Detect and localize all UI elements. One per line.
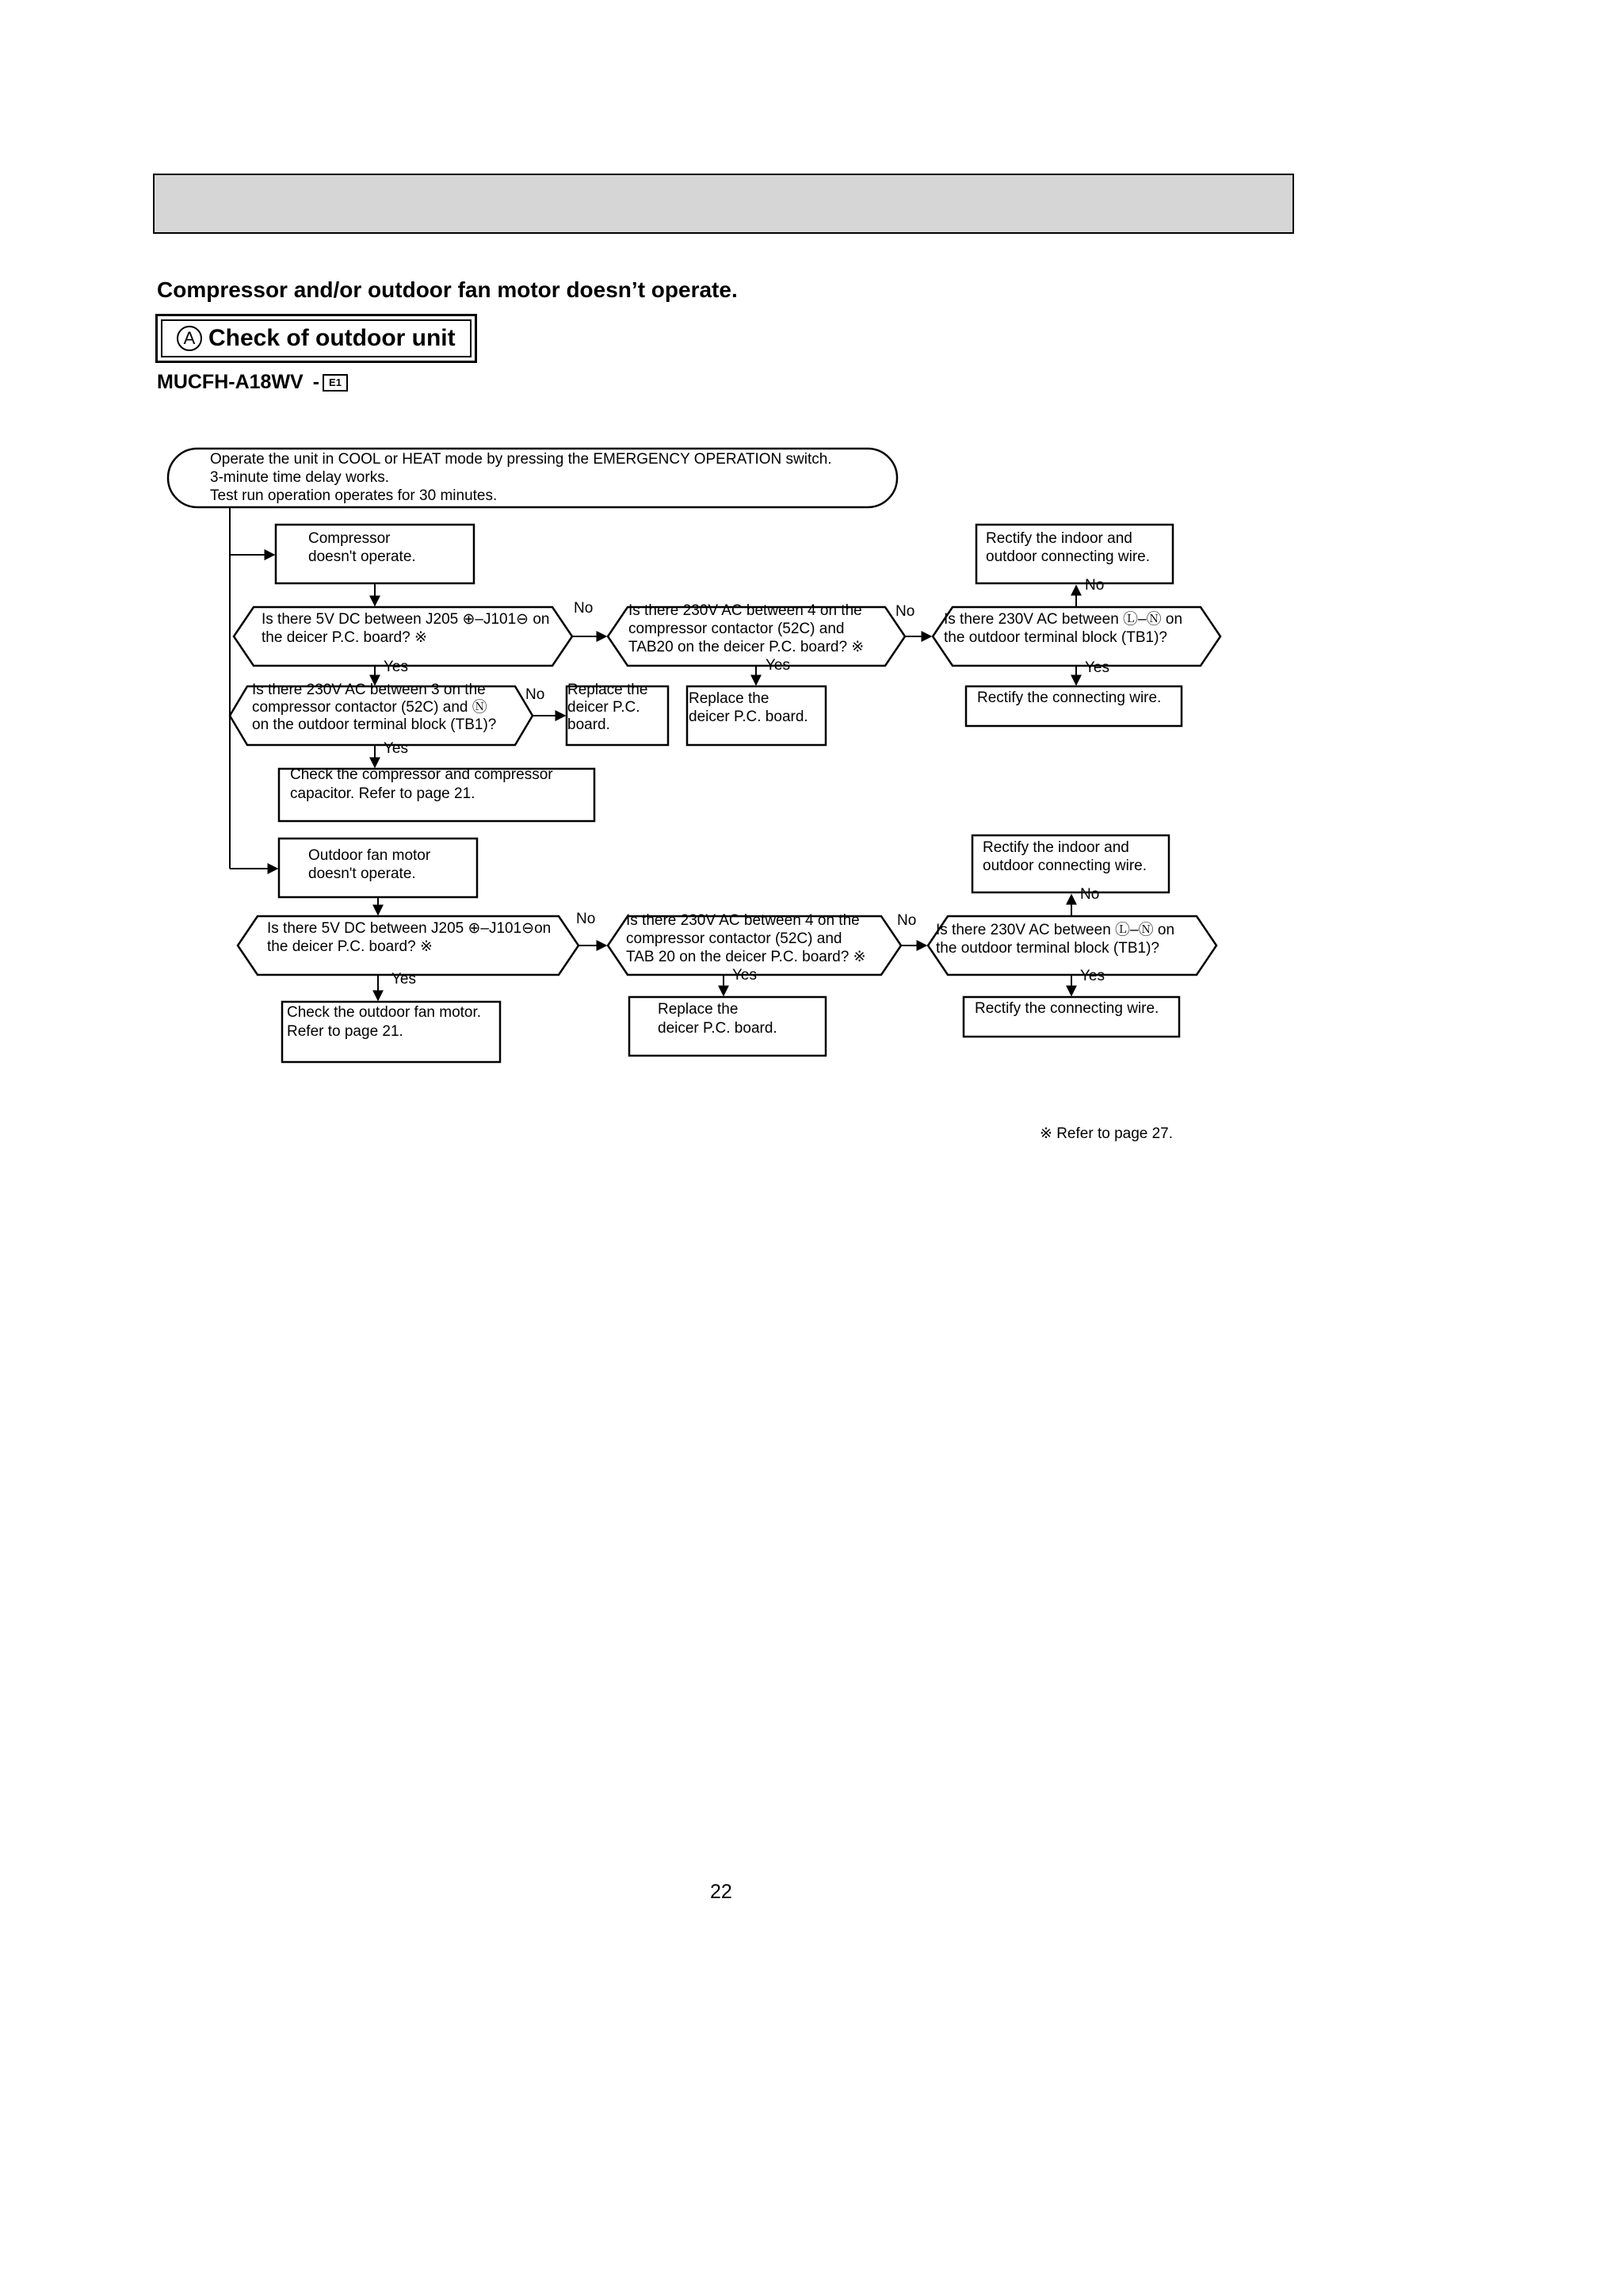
- comp-q2-yes-label: Yes: [766, 657, 790, 674]
- comp-q1-no-label: No: [574, 600, 594, 617]
- fan-q3-yes-label: Yes: [1080, 968, 1105, 984]
- model-badge: E1: [323, 374, 348, 392]
- comp-q2-line-1: Is there 230V AC between 4 on the: [628, 602, 862, 619]
- fan-q3-line-2: the outdoor terminal block (TB1)?: [936, 940, 1159, 957]
- fan-q2-no-label: No: [897, 912, 917, 929]
- comp-q1-line-2: the deicer P.C. board? ※: [262, 629, 427, 646]
- fan-q3-line-1: Is there 230V AC between Ⓛ–Ⓝ on: [936, 922, 1175, 938]
- fan-start-line-1: Outdoor fan motor: [308, 847, 431, 864]
- comp-q2-line-3: TAB20 on the deicer P.C. board? ※: [628, 639, 865, 655]
- fan-check-line-2: Refer to page 21.: [287, 1023, 403, 1040]
- fan-q2-line-1: Is there 230V AC between 4 on the: [626, 912, 860, 929]
- fan-replace-line-2: deicer P.C. board.: [658, 1020, 777, 1037]
- comp-replace-line-1: Replace the: [689, 690, 769, 707]
- fan-q1-line-1: Is there 5V DC between J205 ⊕–J101⊖on: [267, 920, 552, 937]
- fan-q1-line-2: the deicer P.C. board? ※: [267, 938, 433, 955]
- section-marker-icon: A: [177, 326, 202, 351]
- fan-q2-line-2: compressor contactor (52C) and: [626, 930, 842, 947]
- comp-start-line-1: Compressor: [308, 530, 391, 547]
- start-line-2: 3-minute time delay works.: [210, 469, 389, 486]
- fan-start-line-2: doesn't operate.: [308, 865, 416, 882]
- comp-rectify-indoor-line-1: Rectify the indoor and: [986, 530, 1132, 547]
- fan-rectify-indoor-line-2: outdoor connecting wire.: [983, 858, 1147, 874]
- comp-check-line-2: capacitor. Refer to page 21.: [290, 785, 475, 802]
- comp-q4-line-3: on the outdoor terminal block (TB1)?: [252, 716, 497, 733]
- fan-rectify-wire-text: Rectify the connecting wire.: [975, 1000, 1159, 1017]
- fan-q1-no-label: No: [576, 911, 596, 927]
- comp-q4-line-2: compressor contactor (52C) and Ⓝ: [252, 699, 487, 716]
- section-title: Check of outdoor unit: [208, 325, 456, 351]
- page-number: 22: [710, 1881, 732, 1903]
- fan-q2-yes-label: Yes: [732, 967, 757, 984]
- fan-q1-yes-label: Yes: [391, 971, 416, 988]
- start-line-1: Operate the unit in COOL or HEAT mode by pressing the EMERGENCY OPERATION switch.: [210, 451, 832, 468]
- comp-q4-line-1: Is there 230V AC between 3 on the: [252, 682, 486, 698]
- comp-q3-line-1: Is there 230V AC between Ⓛ–Ⓝ on: [944, 611, 1183, 628]
- comp-q3-line-2: the outdoor terminal block (TB1)?: [944, 629, 1167, 646]
- comp-q2-line-2: compressor contactor (52C) and: [628, 621, 845, 637]
- model-name: MUCFH-A18WV: [157, 371, 304, 393]
- comp-start-line-2: doesn't operate.: [308, 548, 416, 565]
- fan-q2-line-3: TAB 20 on the deicer P.C. board? ※: [626, 949, 866, 965]
- fan-replace-line-1: Replace the: [658, 1001, 739, 1018]
- comp-replace-small-line-1: Replace the: [567, 682, 648, 698]
- start-line-3: Test run operation operates for 30 minutes.: [210, 487, 498, 504]
- fan-rectify-indoor-line-1: Rectify the indoor and: [983, 839, 1129, 856]
- footnote: ※ Refer to page 27.: [1040, 1125, 1174, 1142]
- comp-rectify-wire-text: Rectify the connecting wire.: [977, 690, 1162, 706]
- comp-check-line-1: Check the compressor and compressor: [290, 766, 553, 783]
- comp-q4-yes-label: Yes: [384, 740, 408, 757]
- comp-q3-no-label: No: [1085, 577, 1105, 594]
- fan-q3-no-label: No: [1080, 886, 1100, 903]
- fan-check-line-1: Check the outdoor fan motor.: [287, 1004, 482, 1021]
- page-title: Compressor and/or outdoor fan motor doesn’t operate.: [157, 277, 738, 302]
- model-separator: -: [312, 371, 320, 393]
- comp-rectify-indoor-line-2: outdoor connecting wire.: [986, 548, 1151, 565]
- comp-q1-line-1: Is there 5V DC between J205 ⊕–J101⊖ on: [262, 611, 550, 628]
- comp-replace-small-line-3: board.: [567, 716, 610, 733]
- comp-q1-yes-label: Yes: [384, 659, 408, 675]
- comp-q4-no-label: No: [525, 686, 545, 703]
- comp-replace-small-line-2: deicer P.C.: [567, 699, 640, 716]
- comp-q3-yes-label: Yes: [1085, 659, 1109, 676]
- comp-q2-no-label: No: [895, 603, 915, 620]
- comp-replace-line-2: deicer P.C. board.: [689, 709, 808, 725]
